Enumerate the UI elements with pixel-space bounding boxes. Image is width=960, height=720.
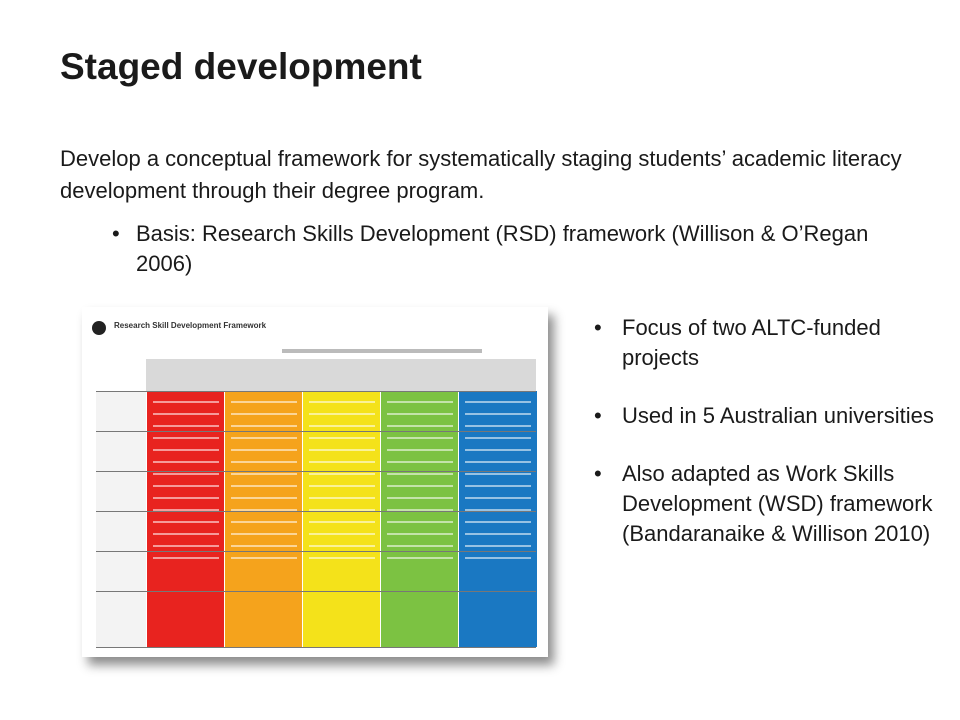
grid-divider [96,471,536,472]
cell-text-line [153,425,219,427]
cell-text-line [231,461,297,463]
cell-text-line [465,425,531,427]
cell-text-line [309,485,375,487]
cell-text-line [153,545,219,547]
right-bullet-item [594,401,934,431]
right-bullet-item [594,459,934,549]
cell-text-line [387,497,453,499]
cell-text-line [153,533,219,535]
cell-text-line [309,401,375,403]
cell-text-line [231,485,297,487]
grid-divider [96,647,536,648]
grid-column-3 [302,391,381,647]
right-bullet-text: Focus of two ALTC-funded projects [622,315,881,370]
grid-divider [96,391,536,392]
grid-column-4 [380,391,459,647]
cell-text-line [465,449,531,451]
cell-text-line [231,545,297,547]
cell-text-line [231,401,297,403]
cell-text-line [153,449,219,451]
grid-divider [96,551,536,552]
cell-text-line [309,545,375,547]
thumbnail-title: Research Skill Development Framework [114,321,267,330]
cell-text-line [465,401,531,403]
cell-text-line [309,449,375,451]
cell-text-line [309,497,375,499]
basis-bullet-text: Basis: Research Skills Development (RSD) framework (Willison & O’Regan 2006) [136,221,869,276]
cell-text-line [387,473,453,475]
cell-text-line [465,437,531,439]
cell-text-line [309,473,375,475]
cell-text-line [465,461,531,463]
cell-text-line [387,449,453,451]
bullet-dot: • [594,315,602,340]
cell-text-line [465,485,531,487]
cell-text-line [153,461,219,463]
cell-text-line [309,533,375,535]
cell-text-line [309,437,375,439]
intro-paragraph: Develop a conceptual framework for systematically staging students’ academic literacy development through their degree program. [60,146,902,203]
cell-text-line [231,425,297,427]
cell-text-line [387,461,453,463]
cell-text-line [231,413,297,415]
cell-text-line [231,473,297,475]
cell-text-line [387,557,453,559]
bullet-dot: • [594,403,602,428]
cell-text-line [309,557,375,559]
cell-text-line [231,497,297,499]
cell-text-line [153,437,219,439]
header-rule [282,349,482,353]
slide-title: Staged development [60,46,422,87]
cell-text-line [153,413,219,415]
cell-text-line [153,521,219,523]
university-logo-icon [92,321,106,335]
cell-text-line [309,461,375,463]
grid-column-2 [224,391,303,647]
cell-text-line [465,557,531,559]
grid-column-5 [458,391,537,647]
cell-text-line [309,413,375,415]
cell-text-line [153,497,219,499]
framework-grid [96,359,536,649]
cell-text-line [309,521,375,523]
cell-text-line [153,485,219,487]
right-bullet-text: Also adapted as Work Skills Development (WSD) framework (Bandaranaike & Willison 2010) [622,461,933,546]
cell-text-line [387,437,453,439]
cell-text-line [387,401,453,403]
cell-text-line [309,425,375,427]
cell-text-line [465,413,531,415]
cell-text-line [231,557,297,559]
grid-divider [96,431,536,432]
cell-text-line [465,521,531,523]
cell-text-line [465,497,531,499]
cell-text-line [153,473,219,475]
framework-thumbnail [82,307,548,657]
right-bullet-item [594,313,934,373]
cell-text-line [387,521,453,523]
basis-bullet [112,219,912,279]
cell-text-line [465,533,531,535]
right-bullet-list [594,313,934,577]
cell-text-line [387,533,453,535]
bullet-dot: • [112,221,120,246]
cell-text-line [387,485,453,487]
cell-text-line [153,401,219,403]
grid-header-row [146,359,536,391]
grid-divider [96,591,536,592]
bullet-dot: • [594,461,602,486]
right-bullet-text: Used in 5 Australian universities [622,403,934,428]
cell-text-line [231,449,297,451]
grid-row-labels [96,391,147,647]
cell-text-line [231,521,297,523]
cell-text-line [465,473,531,475]
cell-text-line [387,545,453,547]
cell-text-line [153,557,219,559]
grid-column-1 [146,391,225,647]
cell-text-line [387,413,453,415]
cell-text-line [465,545,531,547]
cell-text-line [231,533,297,535]
cell-text-line [231,437,297,439]
cell-text-line [387,425,453,427]
grid-divider [96,511,536,512]
